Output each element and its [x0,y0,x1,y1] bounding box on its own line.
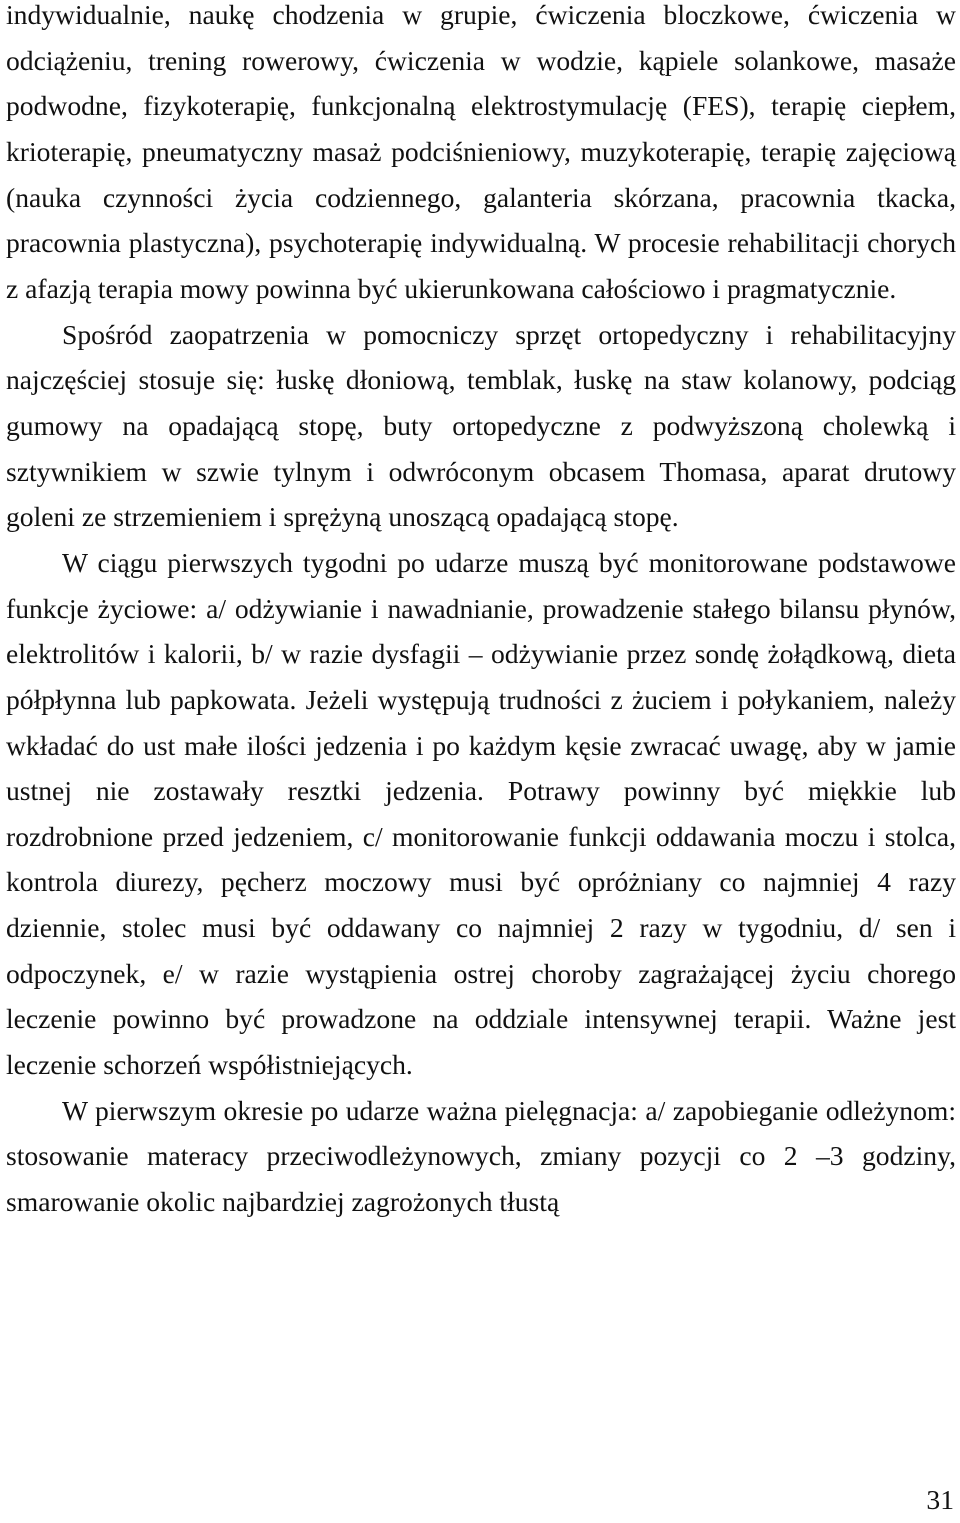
paragraph-orthopedic-equipment: Spośród zaopatrzenia w pomocniczy sprzęt ortopedyczny i rehabilitacyjny najczęściej stosuje się: łuskę dłoniową, temblak, łuskę na staw kolanowy, podciąg gumowy na opadającą stopę, buty ortopedyczne z podwyższoną cholewką i sztywnikiem w szwie tylnym i odwróconym obcasem Thomasa, aparat drutowy goleni ze strzemieniem i sprężyną unoszącą opadającą stopę. [6,318,956,533]
paragraph-nursing-care: W pierwszym okresie po udarze ważna pielęgnacja: a/ zapobieganie odleżynom: stosowanie materacy przeciwodleżynowych, zmiany pozycji co 2 –3 godziny, smarowanie okolic najbardziej zagrożonych tłustą [6,1094,956,1218]
paragraph-continued: indywidualnie, naukę chodzenia w grupie, ćwiczenia bloczkowe, ćwiczenia w odciążeniu, trening rowerowy, ćwiczenia w wodzie, kąpiele solankowe, masaże podwodne, fizykoterapię, funkcjonalną elektrostymulację (FES), terapię ciepłem, krioterapię, pneumatyczny masaż podciśnieniowy, muzykoterapię, terapię zajęciową (nauka czynności życia codziennego, galanteria skórzana, pracownia tkacka, pracownia plastyczna), psychoterapię indywidualną. W procesie rehabilitacji chorych z afazją terapia mowy powinna być ukierunkowana całościowo i pragmatycznie. [6,0,956,304]
paragraph-vital-functions: W ciągu pierwszych tygodni po udarze muszą być monitorowane podstawowe funkcje życiowe: a/ odżywianie i nawadnianie, prowadzenie stałego bilansu płynów, elektrolitów i kalorii, b/ w razie dysfagii – odżywianie przez sondę żołądkową, dieta półpłynna lub papkowata. Jeżeli występują trudności z żuciem i połykaniem, należy wkładać do ust małe ilości jedzenia i po każdym kęsie zwracać uwagę, aby w jamie ustnej nie zostawały resztki jedzenia. Potrawy powinny być miękkie lub rozdrobnione przed jedzeniem, c/ monitorowanie funkcji oddawania moczu i stolca, kontrola diurezy, pęcherz moczowy musi być opróżniany co najmniej 4 razy dziennie, stolec musi być oddawany co najmniej 2 razy w tygodniu, d/ sen i odpoczynek, e/ w razie wystąpienia ostrej choroby zagrażającej życiu chorego leczenie powinno być prowadzone na oddziale intensywnej terapii. Ważne jest leczenie schorzeń współistniejących. [6,546,956,1081]
document-body [6,0,956,1225]
page-number: 31 [926,1484,954,1515]
